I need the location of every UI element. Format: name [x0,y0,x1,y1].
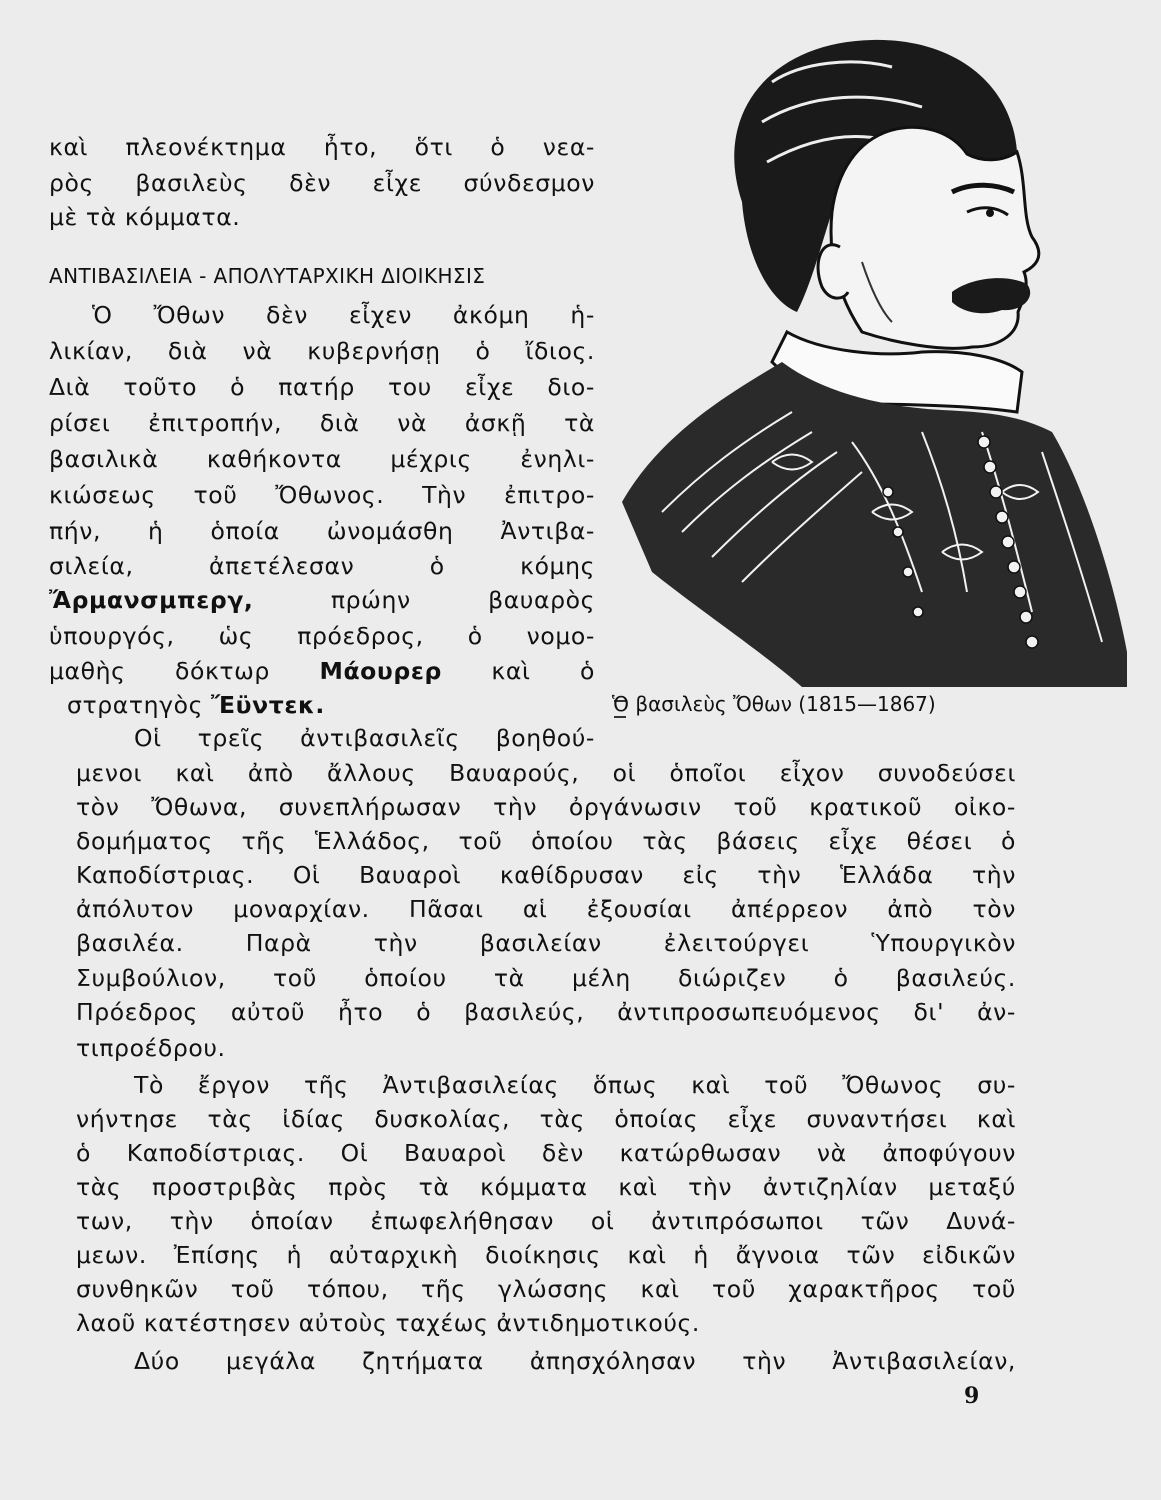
text-line: Συμβούλιον, τοῦ ὁποίου τὰ μέλη διώριζεν ὁ βασιλεύς. [76,964,1016,992]
text-span: πρώην βαυαρὸς [253,586,595,614]
text-line: Τὸ ἔργον τῆς Ἀντιβασιλείας ὅπως καὶ τοῦ Ὄθωνος συ- [134,1071,1016,1099]
text-line: πήν, ἡ ὁποία ὠνομάσθη Ἀντιβα- [49,517,595,545]
text-line: δομήματος τῆς Ἑλλάδος, τοῦ ὁποίου τὰς βάσεις εἶχε θέσει ὁ [76,827,1016,855]
text-line: μὲ τὰ κόμματα. [49,203,241,231]
text-line: βασιλέα. Παρὰ τὴν βασιλείαν ἐλειτούργει Ὑπουργικὸν [76,929,1016,957]
text-line: ρὸς βασιλεὺς δὲν εἶχε σύνδεσμον [49,169,595,197]
name-heideck: Ἔϋντεκ. [211,691,325,719]
name-armansperg: Ἄρμανσμπεργ, [49,586,254,614]
text-line: Διὰ τοῦτο ὁ πατήρ του εἶχε διο- [49,373,595,401]
text-line: Δύο μεγάλα ζητήματα ἀπησχόλησαν τὴν Ἀντιβασιλείαν, [134,1347,1016,1375]
text-line: σιλεία, ἀπετέλεσαν ὁ κόμης [49,552,595,580]
text-line: κιώσεως τοῦ Ὄθωνος. Τὴν ἐπιτρο- [49,481,595,509]
text-line: καὶ πλεονέκτημα ἦτο, ὅτι ὁ νεα- [49,133,595,161]
text-line: βασιλικὰ καθήκοντα μέχρις ἐνηλι- [49,445,595,473]
text-line: των, τὴν ὁποίαν ἐπωφελήθησαν οἱ ἀντιπρόσωποι τῶν Δυνά- [76,1207,1016,1235]
text-line: συνθηκῶν τοῦ τόπου, τῆς γλώσσης καὶ τοῦ χαρακτῆρος τοῦ [76,1275,1016,1303]
portrait-caption: Ὁ βασιλεὺς Ὄθων (1815—1867) [612,692,936,716]
text-line: ἀπόλυτον μοναρχίαν. Πᾶσαι αἱ ἐξουσίαι ἀπέρρεον ἀπὸ τὸν [76,895,1016,923]
text-line: Πρόεδρος αὐτοῦ ἦτο ὁ βασιλεύς, ἀντιπροσωπευόμενος δι' ἀν- [76,998,1016,1026]
king-otto-portrait [622,12,1130,687]
text-line: νήντησε τὰς ἰδίας δυσκολίας, τὰς ὁποίας εἶχε συναντήσει καὶ [76,1105,1016,1133]
text-line: μεων. Ἐπίσης ἡ αὐταρχικὴ διοίκησις καὶ ἡ ἄγνοια τῶν εἰδικῶν [76,1241,1016,1269]
text-line: Καποδίστριας. Οἱ Βαυαροὶ καθίδρυσαν εἰς τὴν Ἑλλάδα τὴν [76,861,1016,889]
text-line: Οἱ τρεῖς ἀντιβασιλεῖς βοηθού- [134,724,595,752]
text-line: λαοῦ κατέστησεν αὐτοὺς ταχέως ἀντιδημοτικούς. [76,1309,701,1337]
text-span: στρατηγὸς [67,691,212,719]
section-heading: ΑΝΤΙΒΑΣΙΛΕΙΑ - ΑΠΟΛΥΤΑΡΧΙΚΗ ΔΙΟΙΚΗΣΙΣ [49,264,486,288]
text-line: Ὁ Ὄθων δὲν εἶχεν ἀκόμη ἡ- [92,301,595,329]
text-line: ὁ Καποδίστριας. Οἱ Βαυαροὶ δὲν κατώρθωσαν νὰ ἀποφύγουν [76,1139,1016,1167]
text-line: τὰς προστριβὰς πρὸς τὰ κόμματα καὶ τὴν ἀντιζηλίαν μεταξύ [76,1173,1016,1201]
text-line: λικίαν, διὰ νὰ κυβερνήσῃ ὁ ἴδιος. [49,337,595,365]
text-span: μαθὴς δόκτωρ [49,657,320,685]
text-span: καὶ ὁ [441,657,595,685]
name-maurer: Μάουρερ [319,657,442,685]
text-line: τιπροέδρου. [76,1034,226,1062]
text-line: τὸν Ὄθωνα, συνεπλήρωσαν τὴν ὀργάνωσιν τοῦ κρατικοῦ οἰκο- [76,793,1016,821]
text-line: ρίσει ἐπιτροπήν, διὰ νὰ ἀσκῇ τὰ [49,409,595,437]
text-line [49,583,595,617]
text-line: μενοι καὶ ἀπὸ ἄλλους Βαυαρούς, οἱ ὁποῖοι εἶχον συνοδεύσει [76,759,1016,787]
text-line [67,688,325,722]
text-line: ὑπουργός, ὡς πρόεδρος, ὁ νομο- [49,622,595,650]
page-number: 9 [964,1383,980,1409]
text-line [49,654,595,688]
